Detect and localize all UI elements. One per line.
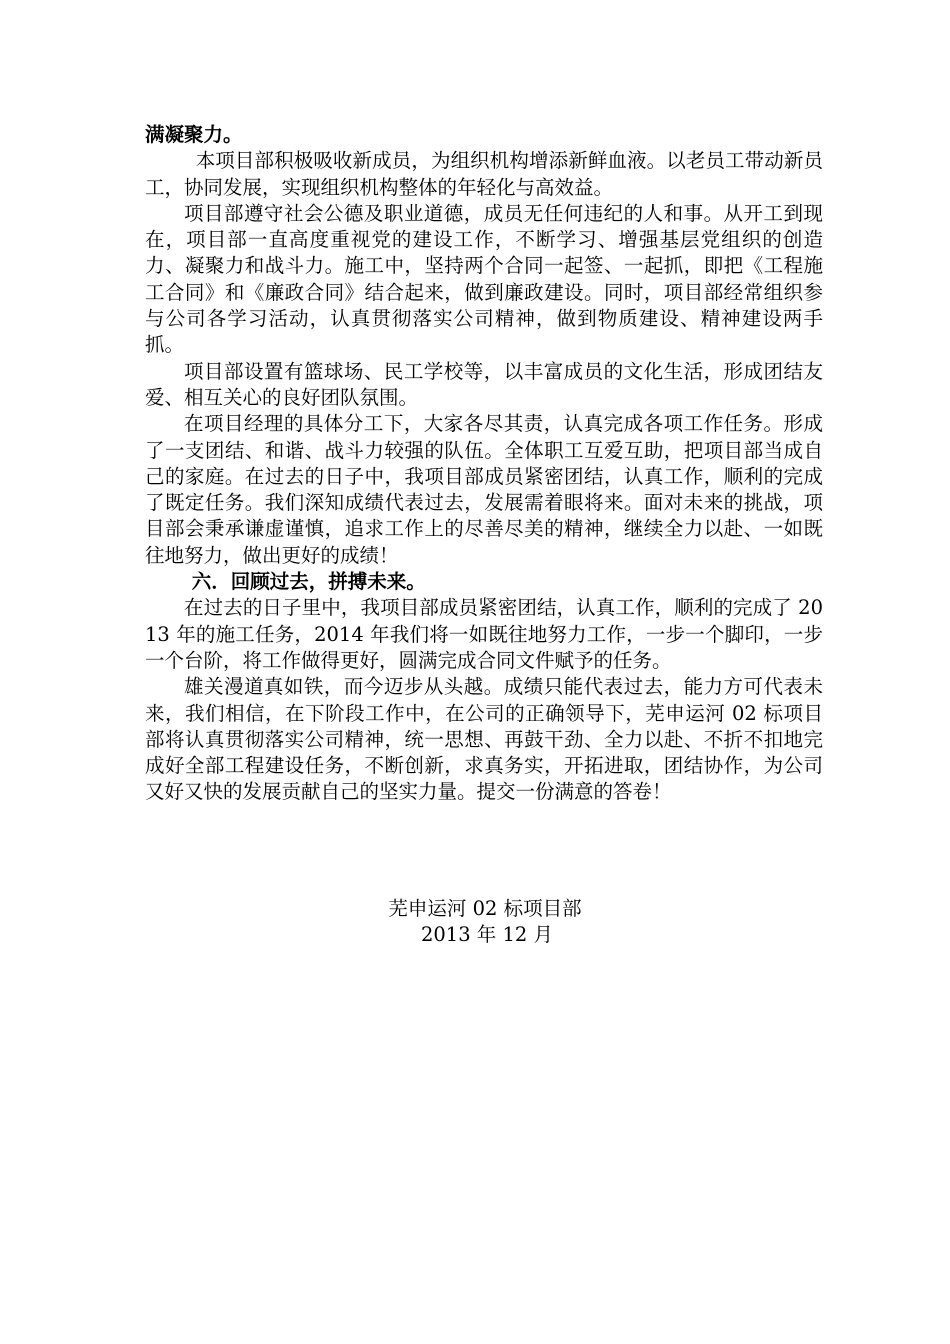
document-body: [145, 122, 823, 806]
paragraph-new-members: 本项目部积极吸收新成员，为组织机构增添新鲜血液。以老员工带动新员工，协同发展，实现组织机构整体的年轻化与高效益。: [145, 149, 823, 199]
paragraph-teamwork: 在项目经理的具体分工下，大家各尽其责，认真完成各项工作任务。形成了一支团结、和谐、战斗力较强的队伍。全体职工互爱互助，把项目部当成自己的家庭。在过去的日子中，我项目部成员紧密团结，认真工作，顺利的完成了既定任务。我们深知成绩代表过去，发展需着眼将来。面对未来的挑战，项目部会秉承谦虚谨慎，追求工作上的尽善尽美的精神，继续全力以赴、一如既往地努力，做出更好的成绩！: [145, 412, 823, 567]
paragraph-ethics: 项目部遵守社会公德及职业道德，成员无任何违纪的人和事。从开工到现在，项目部一直高度重视党的建设工作，不断学习、增强基层党组织的创造力、凝聚力和战斗力。施工中，坚持两个合同一起签、一起抓，即把《工程施工合同》和《廉政合同》结合起来，做到廉政建设。同时，项目部经常组织参与公司各学习活动，认真贯彻落实公司精神，做到物质建设、精神建设两手抓。: [145, 201, 823, 357]
signature-date: 2013 年 12 月: [420, 923, 554, 946]
heading-continuation: 满凝聚力。: [145, 123, 243, 146]
paragraph-review: 在过去的日子里中，我项目部成员紧密团结，认真工作，顺利的完成了 2013 年的施工任务，2014 年我们将一如既往地努力工作，一步一个脚印，一步一个台阶，将工作做得更好，圆满完成合同文件赋予的任务。: [145, 596, 823, 672]
signature-organization: 芜申运河 02 标项目部: [388, 897, 582, 920]
paragraph-future: 雄关漫道真如铁，而今迈步从头越。成绩只能代表过去，能力方可代表未来，我们相信，在下阶段工作中，在公司的正确领导下，芜申运河 02 标项目部将认真贯彻落实公司精神，统一思想、再鼓干劲、全力以赴、不折不扣地完成好全部工程建设任务，不断创新，求真务实，开拓进取，团结协作，为公司又好又快的发展贡献自己的坚实力量。提交一份满意的答卷！: [145, 675, 823, 804]
paragraph-culture: 项目部设置有篮球场、民工学校等，以丰富成员的文化生活，形成团结友爱、相互关心的良好团队氛围。: [145, 359, 823, 409]
section-heading: 六．回顾过去，拼搏未来。: [191, 570, 426, 594]
